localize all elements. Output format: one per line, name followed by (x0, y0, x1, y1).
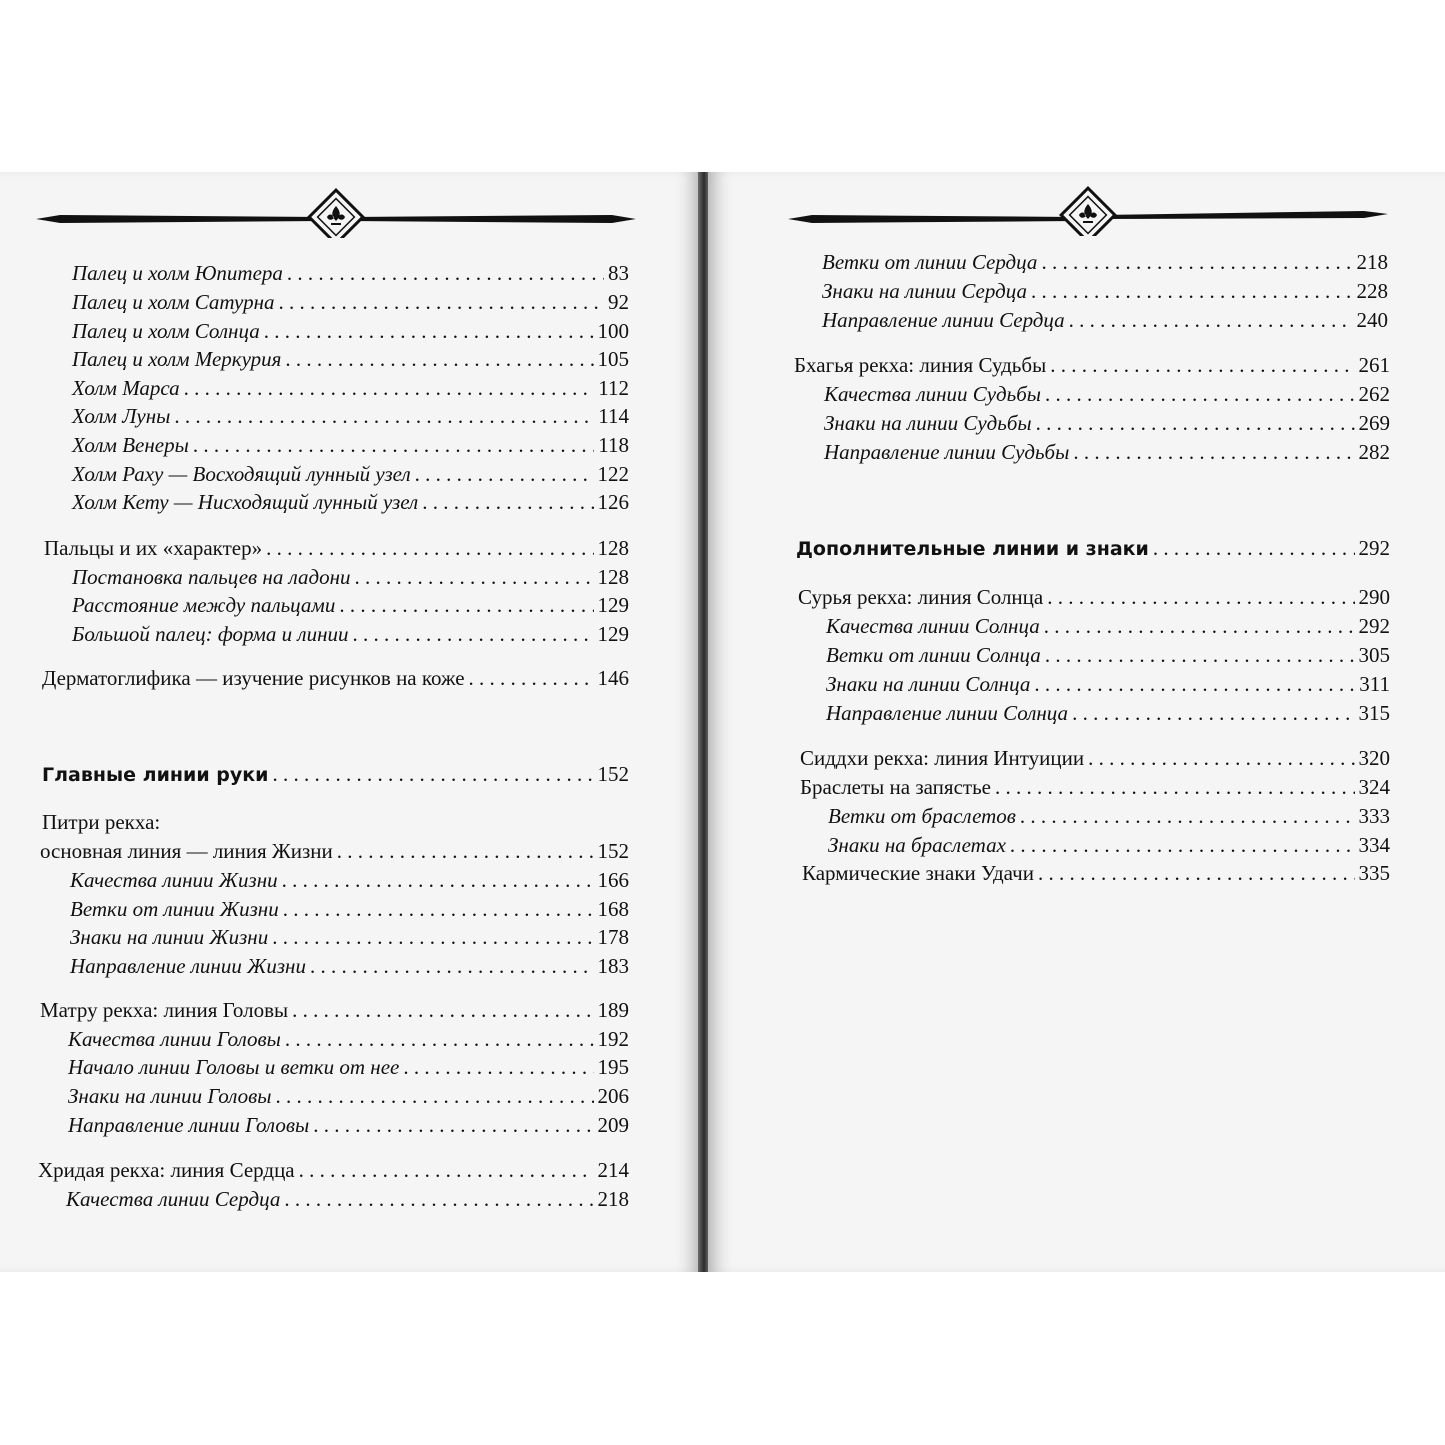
toc-entry[interactable] (72, 432, 629, 458)
toc-entry[interactable] (826, 700, 1390, 726)
page-number: 126 (597, 490, 629, 514)
page-number: 261 (1358, 353, 1390, 377)
page-number: 105 (597, 347, 629, 371)
leader-dots (310, 953, 594, 979)
entry-title: Палец и холм Солнца (72, 319, 260, 343)
entry-title: Дополнительные линии и знаки (796, 538, 1149, 560)
toc-entry[interactable] (72, 375, 629, 401)
leader-dots (284, 1186, 593, 1212)
entry-title: Сурья рекха: линия Солнца (798, 585, 1044, 609)
entry-title: Палец и холм Юпитера (72, 261, 283, 285)
page-number: 195 (597, 1055, 629, 1079)
entry-title: Постановка пальцев на ладони (72, 565, 351, 589)
toc-entry[interactable] (70, 896, 629, 922)
entry-title: Холм Луны (72, 404, 171, 428)
toc-entry[interactable] (72, 403, 629, 429)
leader-dots (1072, 700, 1354, 726)
toc-entry[interactable] (824, 381, 1390, 407)
entry-title: Направление линии Солнца (826, 701, 1069, 725)
leader-dots (1036, 410, 1355, 436)
page-number: 269 (1358, 411, 1390, 435)
leader-dots (1045, 381, 1355, 407)
leader-dots (1153, 535, 1355, 561)
page-number: 335 (1358, 861, 1390, 885)
leader-dots (1038, 860, 1355, 886)
leader-dots (282, 867, 594, 893)
page-number: 100 (597, 319, 629, 343)
toc-entry[interactable] (42, 665, 629, 691)
toc-entry-title-line: Питри рекха: (42, 810, 161, 834)
leader-dots (415, 461, 594, 487)
toc-entry[interactable] (44, 535, 629, 561)
page-number: 209 (597, 1113, 629, 1137)
page-number: 218 (1356, 250, 1388, 274)
page-number: 92 (608, 290, 629, 314)
entry-title: Направление линии Сердца (822, 308, 1065, 332)
toc-entry[interactable] (824, 410, 1390, 436)
leader-dots (1045, 642, 1355, 668)
toc-entry[interactable] (66, 1186, 629, 1212)
leader-dots (995, 774, 1355, 800)
page-number: 152 (597, 762, 629, 786)
page-number: 152 (597, 839, 629, 863)
toc-entry[interactable] (824, 439, 1390, 465)
entry-title: Знаки на линии Судьбы (824, 411, 1032, 435)
page-number: 262 (1358, 382, 1390, 406)
toc-entry[interactable] (72, 346, 629, 372)
leader-dots (1088, 745, 1354, 771)
leader-dots (1010, 832, 1355, 858)
entry-title: основная линия — линия Жизни (40, 839, 333, 863)
leader-dots (299, 1157, 594, 1183)
toc-entry[interactable] (70, 924, 629, 950)
toc-entry[interactable] (822, 307, 1388, 333)
page-number: 206 (597, 1084, 629, 1108)
page-number: 114 (598, 404, 629, 428)
toc-entry[interactable] (802, 860, 1390, 886)
entry-title: Направление линии Судьбы (824, 440, 1070, 464)
toc-entry[interactable] (70, 867, 629, 893)
entry-title: Ветки от линии Сердца (822, 250, 1038, 274)
toc-entry[interactable] (72, 592, 629, 618)
toc-entry[interactable] (826, 671, 1390, 697)
entry-title: Качества линии Жизни (70, 868, 278, 892)
entry-title: Ветки от линии Жизни (70, 897, 279, 921)
entry-title: Кармические знаки Удачи (802, 861, 1034, 885)
toc-entry[interactable] (822, 278, 1388, 304)
left-page (0, 172, 700, 1272)
entry-title: Знаки на линии Головы (68, 1084, 272, 1108)
toc-entry[interactable] (798, 584, 1390, 610)
page-number: 218 (597, 1187, 629, 1211)
leader-dots (469, 665, 594, 691)
leader-dots (339, 592, 593, 618)
leader-dots (313, 1112, 593, 1138)
toc-entry[interactable] (68, 1112, 629, 1138)
leader-dots (272, 924, 593, 950)
page-number: 334 (1358, 833, 1390, 857)
entry-title: Направление линии Головы (68, 1113, 310, 1137)
leader-dots (292, 997, 593, 1023)
leader-dots (1041, 249, 1352, 275)
toc-entry[interactable] (72, 564, 629, 590)
page-number: 214 (597, 1158, 629, 1182)
leader-dots (275, 1083, 593, 1109)
page-number: 122 (597, 462, 629, 486)
toc-entry[interactable] (826, 642, 1390, 668)
entry-title: Качества линии Сердца (66, 1187, 281, 1211)
leader-dots (193, 432, 594, 458)
toc-entry[interactable] (72, 318, 629, 344)
entry-title: Расстояние между пальцами (72, 593, 336, 617)
toc-entry[interactable] (828, 832, 1390, 858)
toc-entry[interactable] (68, 1054, 629, 1080)
entry-title: Знаки на браслетах (828, 833, 1006, 857)
entry-title: Направление линии Жизни (70, 954, 306, 978)
leader-dots (353, 621, 594, 647)
toc-entry[interactable] (72, 289, 629, 315)
page-number: 311 (1359, 672, 1390, 696)
right-page (708, 172, 1445, 1272)
leader-dots (287, 260, 604, 286)
entry-title: Знаки на линии Сердца (822, 279, 1027, 303)
toc-entry[interactable] (40, 997, 629, 1023)
page-number: 118 (598, 433, 629, 457)
page-number: 129 (597, 622, 629, 646)
entry-title: Хридая рекха: линия Сердца (38, 1158, 295, 1182)
fleur-de-lis-divider-icon (786, 186, 1390, 236)
entry-title: Сиддхи рекха: линия Интуиции (800, 746, 1085, 770)
toc-entry[interactable] (826, 613, 1390, 639)
toc-entry[interactable] (40, 838, 629, 864)
page-number: 240 (1356, 308, 1388, 332)
toc-entry[interactable] (38, 1157, 629, 1183)
leader-dots (422, 489, 593, 515)
leader-dots (337, 838, 594, 864)
leader-dots (174, 403, 594, 429)
page-number: 292 (1358, 536, 1390, 560)
entry-title: Большой палец: форма и линии (72, 622, 349, 646)
entry-title: Ветки от линии Солнца (826, 643, 1041, 667)
page-number: 168 (597, 897, 629, 921)
page-number: 228 (1356, 279, 1388, 303)
entry-title: Знаки на линии Солнца (826, 672, 1031, 696)
entry-title: Палец и холм Меркурия (72, 347, 282, 371)
leader-dots (279, 289, 604, 315)
entry-title: Знаки на линии Жизни (70, 925, 269, 949)
page-number: 129 (597, 593, 629, 617)
entry-title: Ветки от браслетов (828, 804, 1016, 828)
leader-dots (285, 1026, 594, 1052)
book-spread (0, 172, 1445, 1272)
entry-title: Браслеты на запястье (800, 775, 991, 799)
page-number: 189 (597, 998, 629, 1022)
toc-entry[interactable] (72, 621, 629, 647)
page-number: 305 (1358, 643, 1390, 667)
entry-title: Бхагья рекха: линия Судьбы (794, 353, 1047, 377)
leader-dots (272, 761, 593, 787)
leader-dots (1034, 671, 1355, 697)
toc-entry[interactable] (68, 1026, 629, 1052)
toc-entry[interactable] (794, 352, 1390, 378)
page-number: 333 (1358, 804, 1390, 828)
leader-dots (264, 318, 594, 344)
entry-title: Главные линии руки (42, 764, 269, 786)
leader-dots (355, 564, 594, 590)
entry-title: Холм Раху — Восходящий лунный узел (72, 462, 411, 486)
page-number: 290 (1358, 585, 1390, 609)
toc-section-heading[interactable] (42, 761, 629, 788)
toc-entry[interactable] (822, 249, 1388, 275)
page-number: 324 (1358, 775, 1390, 799)
toc-entry[interactable] (72, 489, 629, 515)
page-number: 315 (1358, 701, 1390, 725)
page-number: 178 (597, 925, 629, 949)
leader-dots (184, 375, 595, 401)
page-number: 320 (1358, 746, 1390, 770)
leader-dots (266, 535, 593, 561)
page-number: 112 (598, 376, 629, 400)
entry-title: Качества линии Головы (68, 1027, 281, 1051)
toc-entry[interactable] (70, 953, 629, 979)
leader-dots (1073, 439, 1354, 465)
page-number: 192 (597, 1027, 629, 1051)
entry-title: Качества линии Солнца (826, 614, 1040, 638)
page-number: 292 (1358, 614, 1390, 638)
page-number: 128 (597, 536, 629, 560)
page-number: 166 (597, 868, 629, 892)
page-number: 128 (597, 565, 629, 589)
leader-dots (285, 346, 593, 372)
toc-entry[interactable] (68, 1083, 629, 1109)
leader-dots (1047, 584, 1354, 610)
leader-dots (1031, 278, 1353, 304)
toc-entry[interactable] (72, 260, 629, 286)
entry-title: Матру рекха: линия Головы (40, 998, 289, 1022)
entry-title: Палец и холм Сатурна (72, 290, 275, 314)
entry-title: Холм Марса (72, 376, 180, 400)
page-number: 83 (608, 261, 629, 285)
entry-title: Холм Кету — Нисходящий лунный узел (72, 490, 419, 514)
toc-entry[interactable] (72, 461, 629, 487)
entry-title: Дерматоглифика — изучение рисунков на коже (42, 666, 465, 690)
toc-entry[interactable] (800, 745, 1390, 771)
page-number: 282 (1358, 440, 1390, 464)
entry-title: Начало линии Головы и ветки от нее (68, 1055, 400, 1079)
leader-dots (1020, 803, 1355, 829)
fleur-de-lis-divider-icon (34, 188, 638, 238)
entry-title: Холм Венеры (72, 433, 189, 457)
page-number: 146 (597, 666, 629, 690)
leader-dots (1050, 352, 1354, 378)
leader-dots (403, 1054, 593, 1080)
leader-dots (1069, 307, 1353, 333)
entry-title: Пальцы и их «характер» (44, 536, 263, 560)
leader-dots (1044, 613, 1355, 639)
entry-title: Качества линии Судьбы (824, 382, 1041, 406)
toc-section-heading[interactable] (796, 535, 1390, 562)
toc-entry[interactable] (828, 803, 1390, 829)
page-number: 183 (597, 954, 629, 978)
toc-entry[interactable] (800, 774, 1390, 800)
leader-dots (283, 896, 594, 922)
